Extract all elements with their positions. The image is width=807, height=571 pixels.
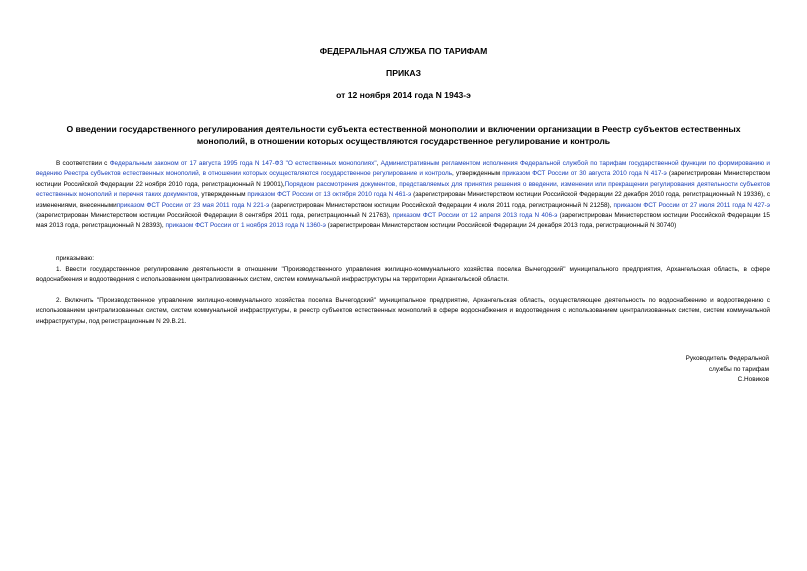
agency-name: ФЕДЕРАЛЬНАЯ СЛУЖБА ПО ТАРИФАМ <box>319 46 488 56</box>
link-review-procedure[interactable]: Порядком рассмотрения документов, представляемых для принятия решения о введении, изменении или прекращении регулирования деятельности субъектов естественных монополий и перечня таких документов <box>36 180 770 199</box>
order-word: приказываю: <box>56 255 94 262</box>
link-order-406[interactable]: приказом ФСТ России от 12 апреля 2013 года N 406-э <box>392 212 558 220</box>
doc-type: ПРИКАЗ <box>386 68 421 78</box>
doc-title-line2: монополий, в отношении которых осуществляются государственное регулирование и контроль <box>196 136 611 146</box>
signature-position: Руководитель Федеральной <box>685 355 769 362</box>
preamble-text: (зарегистрирован Министерством юстиции Российской Федерации 22 декабря 2010 года, регистрационный N 19336), с изменениями, внесенными <box>36 191 771 209</box>
signature-agency: службы по тарифам <box>708 365 769 373</box>
preamble-text: (зарегистрирован Министерством юстиции Российской Федерации 24 декабря 2013 года, регистрационный N 30740) <box>325 222 677 230</box>
preamble-text: (зарегистрирован Министерством юстиции Российской Федерации 8 сентября 2011 года, регистрационный N 21763), <box>36 212 393 220</box>
preamble-text: , утвержденным <box>452 170 503 178</box>
preamble-text: (зарегистрирован Министерством юстиции Российской Федерации 22 ноября 2010 года, регистрационный N 19001), <box>36 170 771 188</box>
doc-title <box>30 123 777 147</box>
link-order-417[interactable]: приказом ФСТ России от 30 августа 2010 года N 417-э <box>502 170 667 178</box>
preamble-text: В соответствии с <box>56 160 110 167</box>
preamble-paragraph <box>36 159 770 232</box>
link-admin-regulation[interactable]: Административным регламентом исполнения Федеральной службой по тарифам государственной функции по формированию и ведению Реестра субъектов естественных монополий, в отношении которых осуществляются государственное регулирование и контроль <box>36 160 771 178</box>
signature-block <box>686 354 769 386</box>
doc-date: от 12 ноября 2014 года N 1943-э <box>336 90 471 100</box>
order-item-1: 1. Ввести государственное регулирование деятельности в отношении "Производственного управления жилищно-коммунального хозяйства поселка Вычегодский" муниципального предприятия, Архангельская область, в сфере водоснабжения и водоотведения с использованием централизованных систем, систем коммунальной инфраструктуры на территории Архангельской области. <box>36 266 770 284</box>
preamble-text: , утвержденным <box>197 191 248 199</box>
link-order-221[interactable]: приказом ФСТ России от 23 мая 2011 года N 221-э <box>116 201 270 209</box>
link-order-1360[interactable]: приказом ФСТ России от 1 ноября 2013 года N 1360-э <box>165 222 326 230</box>
link-order-427[interactable]: приказом ФСТ России от 27 июля 2011 года N 427-э <box>613 201 770 209</box>
preamble-text: (зарегистрирован Министерством юстиции Российской Федерации 15 мая 2013 года, регистрационный N 28393), <box>36 212 770 230</box>
link-federal-law-147[interactable]: Федеральным законом от 17 августа 1995 года N 147-ФЗ "О естественных монополиях" <box>109 160 377 167</box>
doc-title-line1: О введении государственного регулирования деятельности субъекта естественной монополии и включении организации в Реестр субъектов естественных <box>66 124 741 134</box>
signature-name: С.Новиков <box>737 376 769 384</box>
preamble-text: (зарегистрирован Министерством юстиции Российской Федерации 4 июля 2011 года, регистрационный N 21258), <box>269 201 614 209</box>
order-item-2: 2. Включить "Производственное управление жилищно-коммунального хозяйства поселка Вычегодский" муниципальное предприятие, Архангельская область, осуществляющее деятельность по водоснабжению и водоотведению с использованием централизованных систем, систем коммунальной инфраструктуры, в реестр субъектов естественных монополий в сфере водоснабжения и водоотведения с использованием централизованных систем, систем коммунальной инфраструктуры, под регистрационным N 29.В.21. <box>36 297 770 325</box>
link-order-461[interactable]: приказом ФСТ России от 13 октября 2010 года N 461-э <box>247 191 412 199</box>
preamble-text: , <box>376 160 381 167</box>
